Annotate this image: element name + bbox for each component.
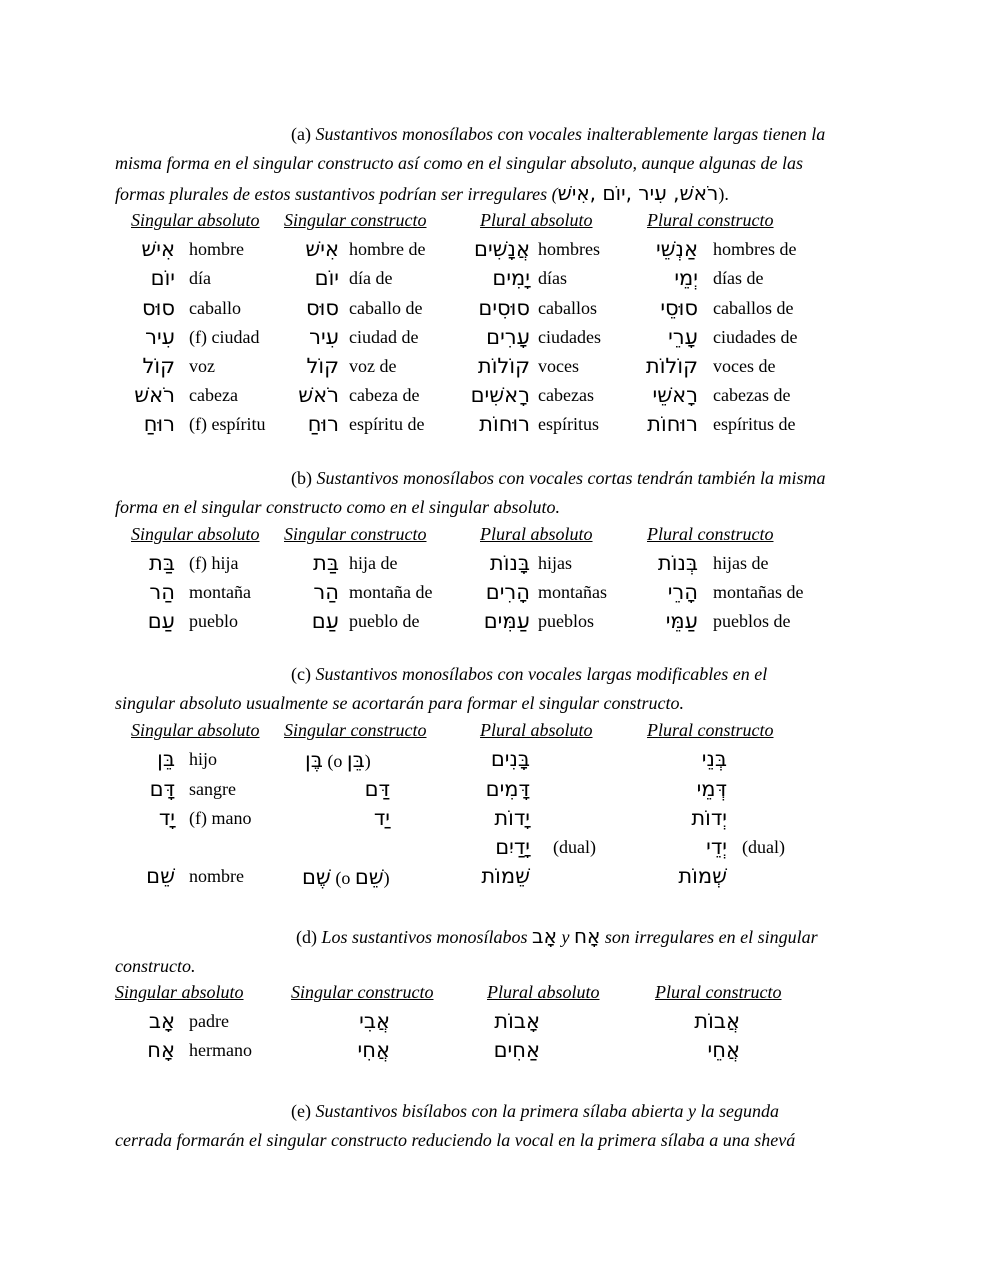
translation: ciudades bbox=[538, 327, 601, 347]
translation: días bbox=[538, 268, 567, 288]
hebrew-word: רֹאשׁ bbox=[134, 383, 175, 407]
translation: hombres de bbox=[713, 239, 797, 259]
translation: día bbox=[189, 268, 211, 288]
translation: (f) mano bbox=[189, 808, 252, 828]
hebrew-word: יַד bbox=[373, 806, 390, 830]
table-row bbox=[0, 837, 990, 866]
section-b-label: (b) bbox=[291, 468, 312, 488]
hebrew-word: אָח bbox=[573, 924, 601, 948]
dual-label: (dual) bbox=[742, 837, 785, 857]
hebrew-word: דַּם bbox=[364, 777, 390, 801]
translation: hijo bbox=[189, 749, 218, 769]
hebrew-word: סוּס bbox=[142, 296, 175, 320]
section-c-line2: singular absoluto usualmente se acortarán para formar el singular constructo. bbox=[115, 693, 685, 714]
hebrew-word: אַחִים bbox=[493, 1038, 540, 1062]
constructo-with-alternative: בֶּן (o בֵּן) bbox=[305, 748, 371, 772]
section-e-line1: Sustantivos bisílabos con la primera sílaba abierta y la segunda bbox=[315, 1101, 779, 1121]
section-d-label: (d) bbox=[296, 927, 317, 947]
conjunction: y bbox=[561, 927, 570, 947]
hebrew-word: עַם bbox=[311, 609, 339, 633]
table-row bbox=[0, 553, 990, 582]
hebrew-word: רָאשֵׁי bbox=[652, 383, 698, 407]
hebrew-word: רוּחוֹת bbox=[479, 412, 530, 436]
translation: (f) ciudad bbox=[189, 327, 260, 347]
hebrew-word: עָרִים bbox=[486, 325, 530, 349]
dual-label: (dual) bbox=[553, 837, 596, 857]
section-a-line1: Sustantivos monosílabos con vocales inalterablemente largas tienen la bbox=[315, 124, 826, 144]
hebrew-word: אִישׁ bbox=[141, 237, 175, 261]
table-row bbox=[0, 1011, 990, 1040]
translation: montañas bbox=[538, 582, 607, 602]
hebrew-word: עִיר bbox=[145, 325, 175, 349]
translation: espíritus de bbox=[713, 414, 796, 434]
hebrew-word-alt: בֵּן bbox=[346, 748, 365, 772]
section-b-paragraph bbox=[115, 464, 875, 523]
hebrew-word: סוּסֵי bbox=[660, 296, 698, 320]
hebrew-word: הָרֵי bbox=[667, 580, 698, 604]
hebrew-word: רֹאשׁ bbox=[298, 383, 339, 407]
hebrew-word: אָבוֹת bbox=[494, 1009, 540, 1033]
hebrew-word: שְׁמוֹת bbox=[678, 864, 727, 888]
hebrew-word: בֵּן bbox=[157, 747, 175, 771]
hebrew-word: בַּת bbox=[313, 551, 339, 575]
translation: montañas de bbox=[713, 582, 804, 602]
hebrew-word: רוּחַ bbox=[143, 412, 175, 436]
header-singular-absoluto: Singular absoluto bbox=[115, 982, 244, 1002]
translation: cabeza bbox=[189, 385, 238, 405]
hebrew-word: בַּת bbox=[149, 551, 175, 575]
hebrew-word: בֶּן bbox=[305, 748, 323, 772]
hebrew-word: יָמִים bbox=[492, 266, 530, 290]
translation: cabeza de bbox=[349, 385, 420, 405]
translation: espíritus bbox=[538, 414, 599, 434]
hebrew-word: יְדֵי bbox=[706, 835, 727, 859]
translation: cabezas bbox=[538, 385, 594, 405]
hebrew-word: בָּנִים bbox=[490, 747, 530, 771]
section-a-line3-post: ). bbox=[718, 183, 729, 204]
header-plural-constructo: Plural constructo bbox=[647, 524, 774, 544]
table-row bbox=[0, 611, 990, 640]
section-c-label: (c) bbox=[291, 664, 311, 684]
constructo-with-alternative: שֶׁם (o שֵׁם) bbox=[302, 865, 390, 889]
translation: padre bbox=[189, 1011, 229, 1031]
translation: hija de bbox=[349, 553, 398, 573]
translation: hombre de bbox=[349, 239, 426, 259]
hebrew-word: סוּסִים bbox=[478, 296, 530, 320]
header-plural-constructo: Plural constructo bbox=[655, 982, 782, 1002]
translation: voces bbox=[538, 356, 579, 376]
hebrew-word: רָאשִׁים bbox=[470, 383, 530, 407]
translation: voces de bbox=[713, 356, 776, 376]
section-b-line1: Sustantivos monosílabos con vocales cortas tendrán también la misma bbox=[316, 468, 826, 488]
translation: pueblos de bbox=[713, 611, 791, 631]
hebrew-word: אִישׁ bbox=[305, 237, 339, 261]
hebrew-word: סוּס bbox=[306, 296, 339, 320]
section-b-line2: forma en el singular constructo como en el singular absoluto. bbox=[115, 497, 560, 518]
hebrew-word: יָדוֹת bbox=[494, 806, 530, 830]
translation: pueblo bbox=[189, 611, 238, 631]
hebrew-word: יָדַיִם bbox=[495, 835, 530, 859]
section-e-label: (e) bbox=[291, 1101, 311, 1121]
hebrew-word: שֵׁם bbox=[146, 864, 175, 888]
hebrew-word: רוּחוֹת bbox=[647, 412, 698, 436]
table-row bbox=[0, 268, 990, 297]
hebrew-word: הַר bbox=[149, 580, 175, 604]
header-plural-absoluto: Plural absoluto bbox=[480, 210, 593, 230]
translation: hombres bbox=[538, 239, 600, 259]
hebrew-word: אָב bbox=[532, 924, 557, 948]
section-d-line1-pre: Los sustantivos monosílabos bbox=[321, 927, 528, 947]
hebrew-word: אָח bbox=[147, 1038, 175, 1062]
hebrew-word: הַר bbox=[313, 580, 339, 604]
hebrew-word: יוֹם bbox=[150, 266, 175, 290]
translation: pueblos bbox=[538, 611, 594, 631]
translation: (f) hija bbox=[189, 553, 239, 573]
translation: hijas bbox=[538, 553, 572, 573]
table-row bbox=[0, 749, 990, 778]
hebrew-word: קוֹל bbox=[306, 354, 339, 378]
header-plural-absoluto: Plural absoluto bbox=[480, 524, 593, 544]
header-singular-constructo: Singular constructo bbox=[291, 982, 434, 1002]
header-singular-constructo: Singular constructo bbox=[284, 720, 427, 740]
translation: caballos bbox=[538, 298, 597, 318]
hebrew-word: קוֹלוֹת bbox=[477, 354, 530, 378]
header-plural-absoluto: Plural absoluto bbox=[487, 982, 600, 1002]
translation: espíritu de bbox=[349, 414, 425, 434]
hebrew-word: יוֹם bbox=[314, 266, 339, 290]
section-a-paragraph bbox=[115, 120, 875, 209]
header-singular-absoluto: Singular absoluto bbox=[131, 720, 260, 740]
header-plural-absoluto: Plural absoluto bbox=[480, 720, 593, 740]
translation: hombre bbox=[189, 239, 244, 259]
hebrew-word: אַנְשֵׁי bbox=[655, 237, 698, 261]
hebrew-word: שֶׁם bbox=[302, 865, 331, 889]
hebrew-word: עָרֵי bbox=[668, 325, 698, 349]
hebrew-word: עַם bbox=[147, 609, 175, 633]
hebrew-word: יְמֵי bbox=[674, 266, 698, 290]
hebrew-word: בָּנוֹת bbox=[489, 551, 530, 575]
or-word: o bbox=[333, 751, 343, 771]
section-a-line2: misma forma en el singular constructo así como en el singular absoluto, aunque algunas de las bbox=[115, 153, 803, 174]
translation: caballo bbox=[189, 298, 241, 318]
hebrew-word: אֲחִי bbox=[357, 1038, 390, 1062]
translation: hermano bbox=[189, 1040, 252, 1060]
translation: voz de bbox=[349, 356, 397, 376]
hebrew-word: יְדוֹת bbox=[691, 806, 727, 830]
hebrew-word-alt: שֵׁם bbox=[354, 865, 384, 889]
table-row bbox=[0, 808, 990, 837]
section-d-line1-post: son irregulares en el singular bbox=[604, 927, 818, 947]
section-e-line2: cerrada formarán el singular constructo reduciendo la vocal en la primera sílaba a una shevá bbox=[115, 1130, 796, 1151]
header-singular-absoluto: Singular absoluto bbox=[131, 210, 260, 230]
hebrew-word: דָּם bbox=[149, 777, 175, 801]
hebrew-word: קוֹל bbox=[142, 354, 175, 378]
table-row bbox=[0, 239, 990, 268]
translation: caballos de bbox=[713, 298, 794, 318]
translation: día de bbox=[349, 268, 393, 288]
table-row bbox=[0, 779, 990, 808]
or-word: o bbox=[341, 868, 351, 888]
header-singular-absoluto: Singular absoluto bbox=[131, 524, 260, 544]
translation: montaña de bbox=[349, 582, 433, 602]
header-plural-constructo: Plural constructo bbox=[647, 720, 774, 740]
hebrew-word: דָּמִים bbox=[485, 777, 530, 801]
hebrew-word: יָד bbox=[158, 806, 175, 830]
hebrew-word: אָב bbox=[148, 1009, 175, 1033]
hebrew-word: אֲנָשִׁים bbox=[474, 237, 530, 261]
section-a-label: (a) bbox=[291, 124, 311, 144]
section-d-line2: constructo. bbox=[115, 956, 196, 977]
section-a-line3-hebrew: רֹאשׁ, עִיר ,יוֹם ,אִישׁ bbox=[557, 180, 719, 205]
translation: sangre bbox=[189, 779, 236, 799]
translation: voz bbox=[189, 356, 215, 376]
translation: (f) espíritu bbox=[189, 414, 266, 434]
hebrew-word: אֲחֵי bbox=[707, 1038, 740, 1062]
header-singular-constructo: Singular constructo bbox=[284, 210, 427, 230]
hebrew-word: אֲבוֹת bbox=[694, 1009, 740, 1033]
hebrew-word: שֵׁמוֹת bbox=[481, 864, 530, 888]
table-row bbox=[0, 298, 990, 327]
hebrew-word: קוֹלוֹת bbox=[645, 354, 698, 378]
section-e-paragraph bbox=[115, 1097, 875, 1156]
table-row bbox=[0, 582, 990, 611]
hebrew-word: עַמֵּי bbox=[665, 609, 698, 633]
hebrew-word: הָרִים bbox=[485, 580, 530, 604]
hebrew-word: רוּחַ bbox=[307, 412, 339, 436]
table-row bbox=[0, 866, 990, 895]
translation: ciudad de bbox=[349, 327, 419, 347]
section-c-paragraph bbox=[115, 660, 875, 719]
hebrew-word: בְּנֵי bbox=[701, 747, 727, 771]
table-row bbox=[0, 414, 990, 443]
hebrew-word: עִיר bbox=[309, 325, 339, 349]
translation: pueblo de bbox=[349, 611, 420, 631]
table-row bbox=[0, 327, 990, 356]
translation: días de bbox=[713, 268, 764, 288]
hebrew-word: אֲבִי bbox=[359, 1009, 390, 1033]
table-row bbox=[0, 1040, 990, 1069]
translation: caballo de bbox=[349, 298, 423, 318]
table-row bbox=[0, 356, 990, 385]
hebrew-word: עַמִּים bbox=[483, 609, 530, 633]
header-singular-constructo: Singular constructo bbox=[284, 524, 427, 544]
translation: nombre bbox=[189, 866, 244, 886]
section-c-line1: Sustantivos monosílabos con vocales largas modificables en el bbox=[315, 664, 768, 684]
section-a-line3-pre: formas plurales de estos sustantivos podrían ser irregulares ( bbox=[115, 183, 558, 204]
hebrew-word: בְּנוֹת bbox=[657, 551, 698, 575]
translation: cabezas de bbox=[713, 385, 791, 405]
translation: ciudades de bbox=[713, 327, 798, 347]
hebrew-word: דְּמֵי bbox=[696, 777, 727, 801]
translation: hijas de bbox=[713, 553, 769, 573]
header-plural-constructo: Plural constructo bbox=[647, 210, 774, 230]
translation: montaña bbox=[189, 582, 251, 602]
section-d-paragraph bbox=[115, 922, 875, 982]
table-row bbox=[0, 385, 990, 414]
